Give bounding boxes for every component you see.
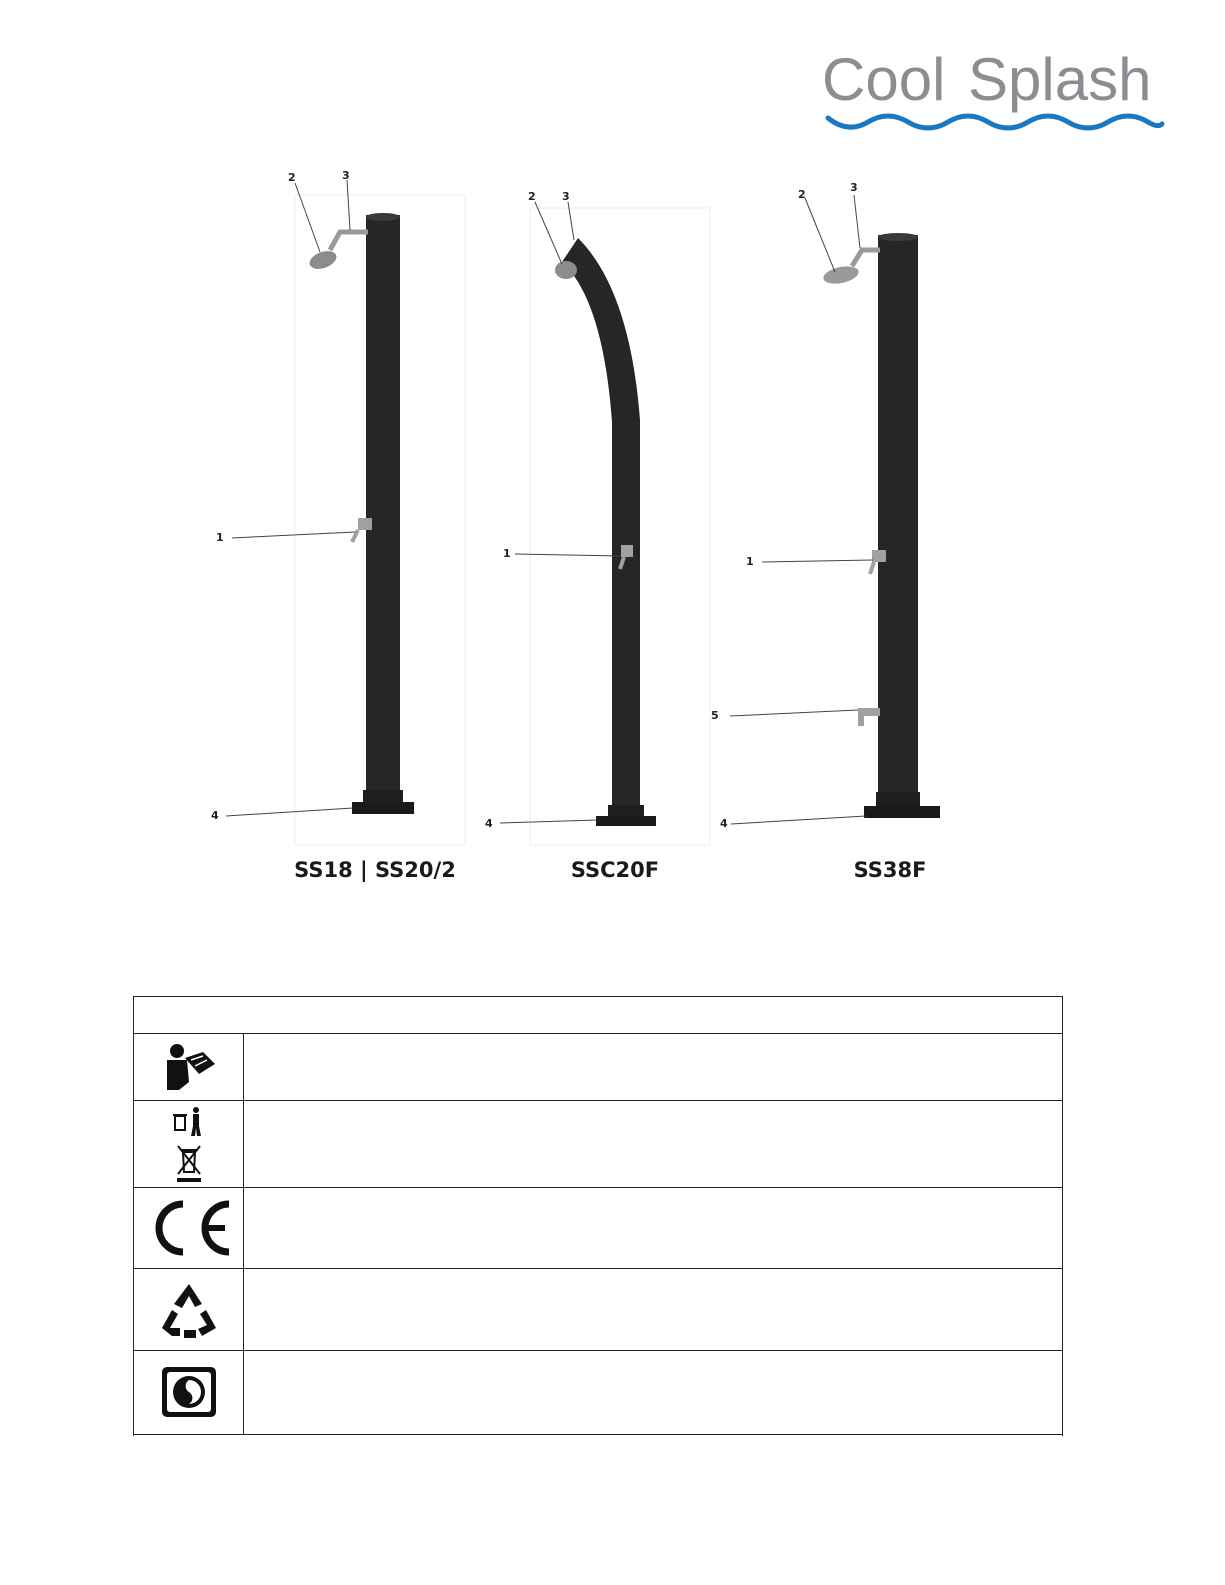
brand-name-splash: Splash <box>968 46 1152 113</box>
callout-1: 1 <box>746 555 754 568</box>
model-label-ss18: SS18 | SS20/2 <box>294 858 456 882</box>
read-manual-icon <box>134 1034 244 1100</box>
wave-icon <box>828 116 1162 128</box>
ce-mark-icon <box>134 1188 244 1268</box>
shower-ssc20f <box>485 190 656 830</box>
callout-1: 1 <box>216 531 224 544</box>
foot-tap-icon <box>858 708 880 726</box>
symbols-table <box>133 996 1063 1436</box>
recycle-icon <box>134 1269 244 1350</box>
callout-5: 5 <box>711 709 719 722</box>
callout-2: 2 <box>798 188 806 201</box>
shower-head-icon <box>307 232 368 272</box>
green-dot-icon <box>134 1351 244 1434</box>
table-row <box>134 1269 1062 1351</box>
table-row <box>134 1188 1062 1269</box>
callout-4: 4 <box>485 817 493 830</box>
callout-3: 3 <box>562 190 570 203</box>
model-label-ss38f: SS38F <box>853 858 927 882</box>
callout-3: 3 <box>342 169 350 182</box>
symbols-table-header <box>134 997 1062 1034</box>
table-row <box>134 1101 1062 1188</box>
weee-disposal-icon <box>134 1101 244 1187</box>
callout-4: 4 <box>720 817 728 830</box>
callout-2: 2 <box>528 190 536 203</box>
shower-ss38f <box>711 181 940 830</box>
callout-4: 4 <box>211 809 219 822</box>
shower-head-icon <box>822 250 880 287</box>
callout-2: 2 <box>288 171 296 184</box>
brand-name-cool: Cool <box>822 46 946 113</box>
shower-ss18 <box>211 169 414 822</box>
symbol-description <box>244 1351 1062 1434</box>
table-row <box>134 1034 1062 1101</box>
shower-head-icon <box>555 261 577 279</box>
symbol-description <box>244 1101 1062 1187</box>
product-figure <box>190 160 980 860</box>
symbol-description <box>244 1034 1062 1100</box>
brand-logo <box>822 38 1167 132</box>
symbol-description <box>244 1188 1062 1268</box>
model-label-ssc20f: SSC20F <box>570 858 660 882</box>
callout-3: 3 <box>850 181 858 194</box>
callout-1: 1 <box>503 547 511 560</box>
symbol-description <box>244 1269 1062 1350</box>
table-row <box>134 1351 1062 1435</box>
